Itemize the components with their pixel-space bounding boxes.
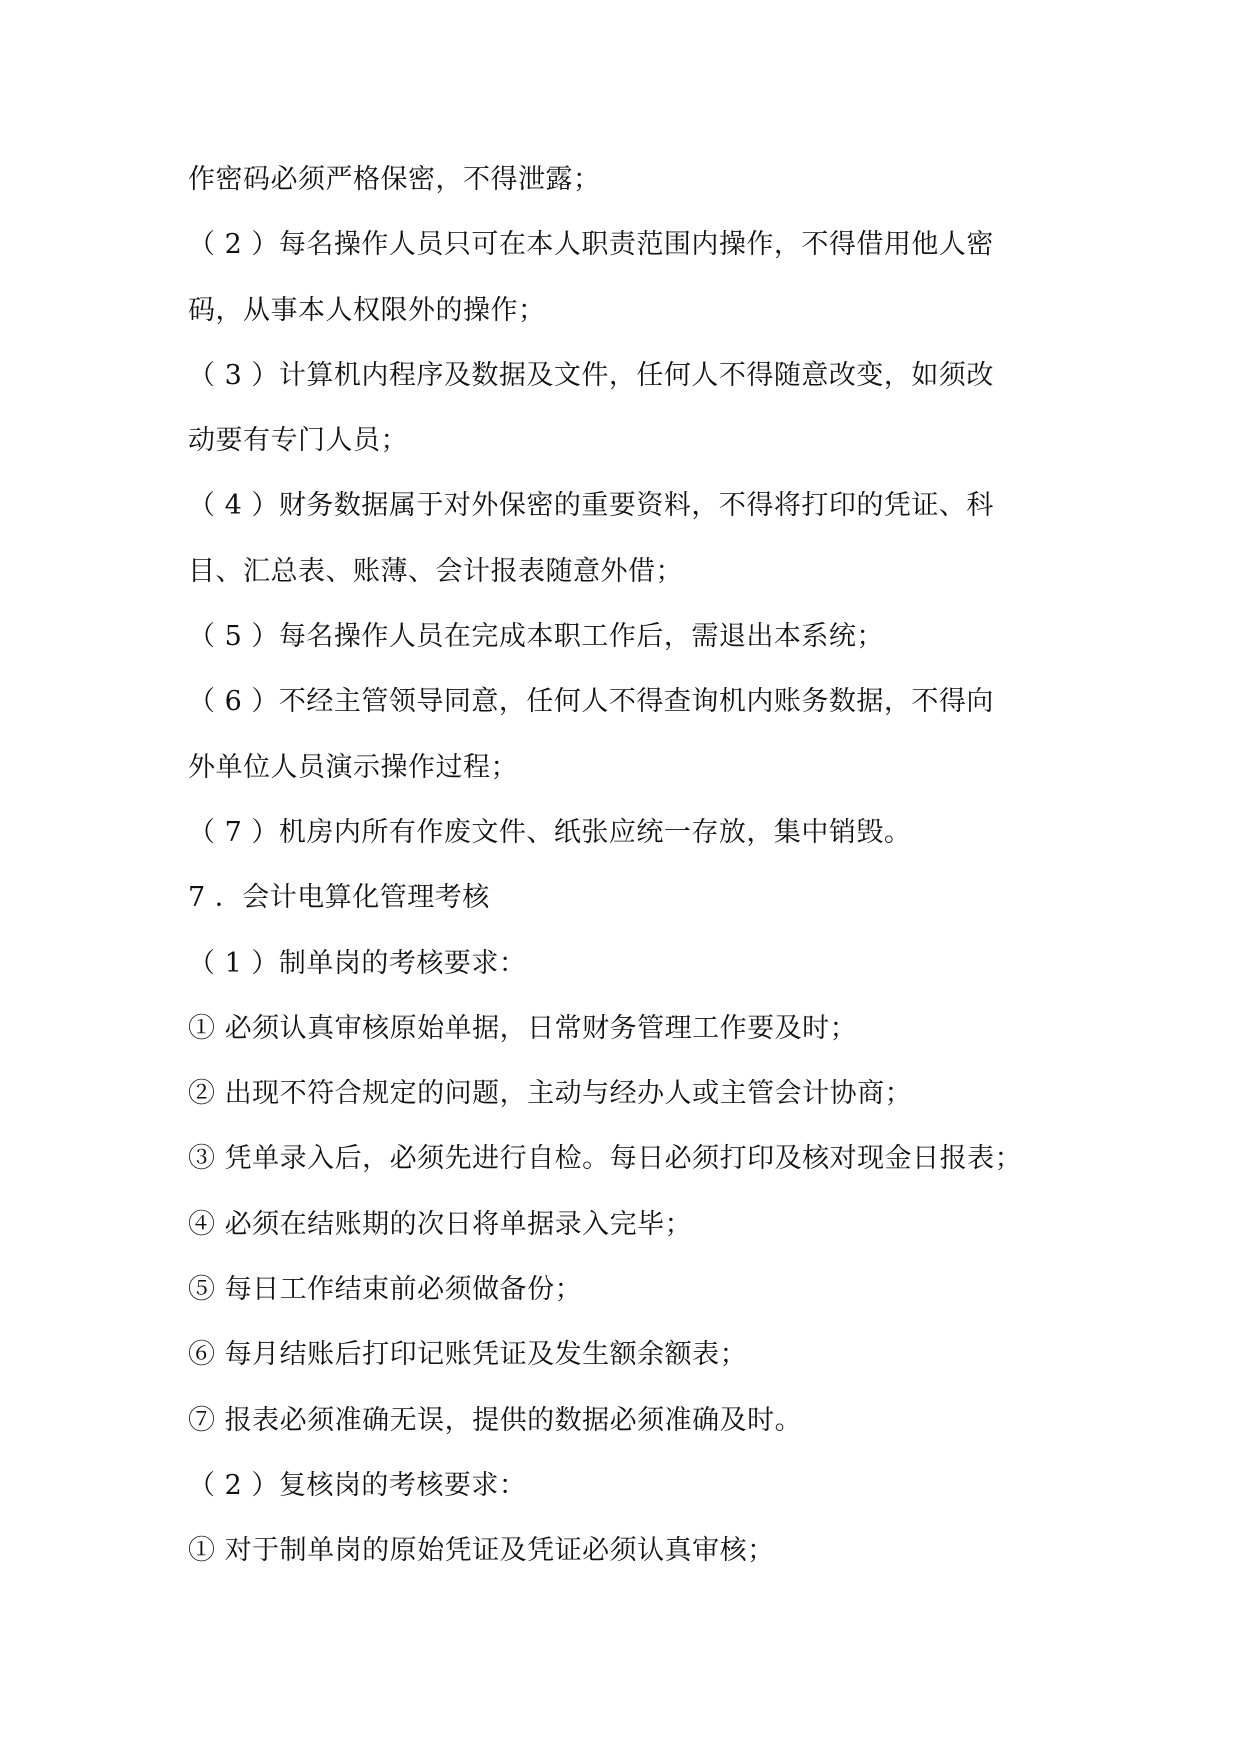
text-line: 作密码必须严格保密，不得泄露； bbox=[188, 164, 601, 195]
text-line: 动要有专门人员； bbox=[188, 425, 408, 457]
text-line: 目、汇总表、账薄、会计报表随意外借； bbox=[188, 555, 683, 587]
list-item: ① 必须认真审核原始单据，日常财务管理工作要及时； bbox=[188, 1012, 858, 1044]
list-item: ⑤ 每日工作结束前必须做备份； bbox=[188, 1274, 583, 1306]
subsection-heading: （ 2 ）复核岗的考核要求： bbox=[188, 1469, 527, 1501]
list-item: ④ 必须在结账期的次日将单据录入完毕； bbox=[188, 1208, 693, 1240]
list-item: ⑥ 每月结账后打印记账凭证及发生额余额表； bbox=[188, 1339, 748, 1371]
text-line: （ 5 ）每名操作人员在完成本职工作后，需退出本系统； bbox=[188, 621, 884, 653]
subsection-heading: （ 1 ）制单岗的考核要求： bbox=[188, 947, 527, 979]
text-line: 外单位人员演示操作过程； bbox=[188, 751, 518, 783]
section-heading: 7 ．会计电算化管理考核 bbox=[188, 882, 490, 914]
text-line: （ 2 ）每名操作人员只可在本人职责范围内操作，不得借用他人密 bbox=[188, 229, 994, 261]
text-line: （ 7 ）机房内所有作废文件、纸张应统一存放，集中销毁。 bbox=[188, 816, 912, 848]
text-line: （ 3 ）计算机内程序及数据及文件，任何人不得随意改变，如须改 bbox=[188, 359, 994, 391]
list-item: ① 对于制单岗的原始凭证及凭证必须认真审核； bbox=[188, 1535, 775, 1567]
list-item: ③ 凭单录入后，必须先进行自检。每日必须打印及核对现金日报表； bbox=[188, 1143, 1023, 1175]
text-line: 码，从事本人权限外的操作； bbox=[188, 294, 546, 326]
text-line: （ 4 ）财务数据属于对外保密的重要资料，不得将打印的凭证、科 bbox=[188, 490, 994, 522]
document-body bbox=[188, 160, 1088, 1597]
text-line: （ 6 ）不经主管领导同意，任何人不得查询机内账务数据，不得向 bbox=[188, 686, 994, 718]
list-item: ⑦ 报表必须准确无误，提供的数据必须准确及时。 bbox=[188, 1404, 803, 1436]
list-item: ② 出现不符合规定的问题，主动与经办人或主管会计协商； bbox=[188, 1078, 913, 1110]
